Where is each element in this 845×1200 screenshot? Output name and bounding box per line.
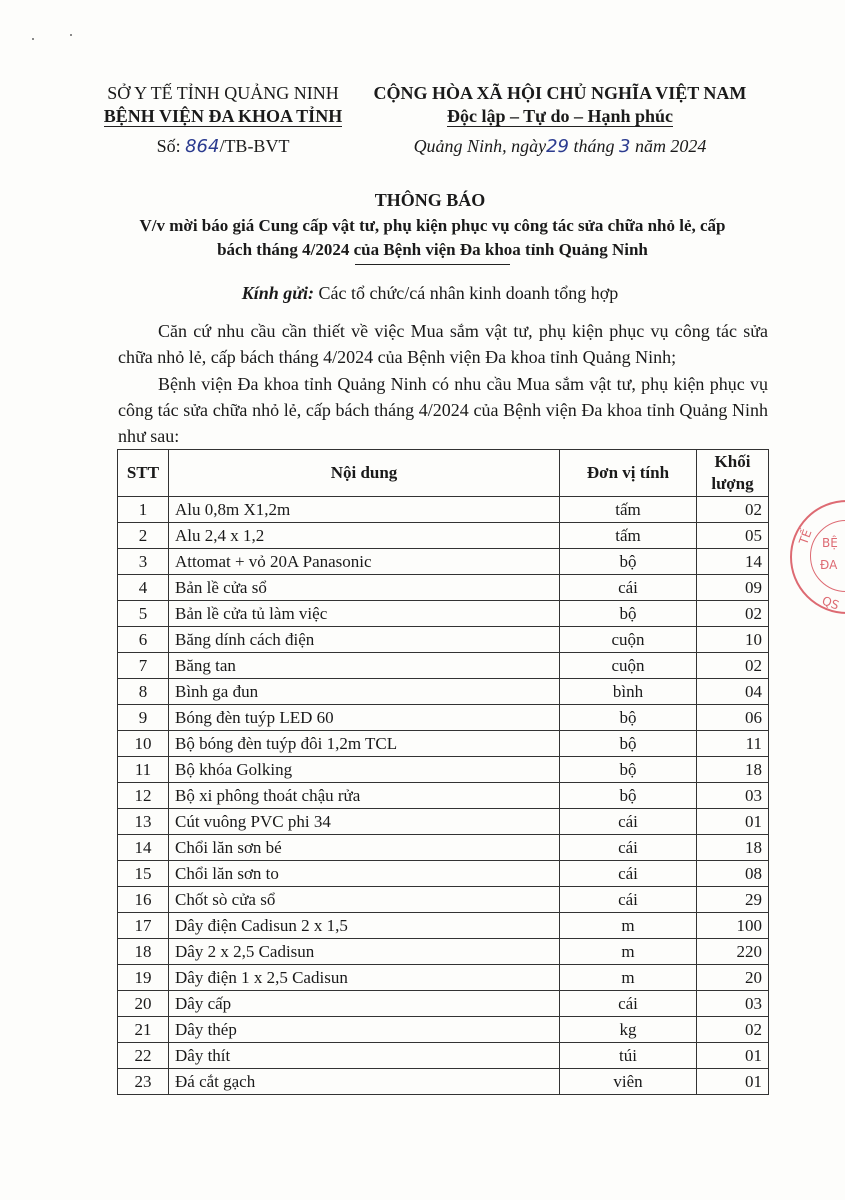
table-row bbox=[118, 601, 769, 627]
row-noi-dung: Bình ga đun bbox=[169, 679, 560, 705]
row-noi-dung: Băng dính cách điện bbox=[169, 627, 560, 653]
row-stt: 22 bbox=[118, 1043, 169, 1069]
row-khoi-luong: 03 bbox=[697, 991, 769, 1017]
row-khoi-luong: 100 bbox=[697, 913, 769, 939]
row-stt: 9 bbox=[118, 705, 169, 731]
row-stt: 7 bbox=[118, 653, 169, 679]
row-khoi-luong: 02 bbox=[697, 653, 769, 679]
row-stt: 14 bbox=[118, 835, 169, 861]
row-noi-dung: Attomat + vỏ 20A Panasonic bbox=[169, 549, 560, 575]
row-don-vi: m bbox=[560, 913, 697, 939]
row-noi-dung: Dây cấp bbox=[169, 991, 560, 1017]
row-noi-dung: Cút vuông PVC phi 34 bbox=[169, 809, 560, 835]
table-row bbox=[118, 1017, 769, 1043]
table-row bbox=[118, 523, 769, 549]
row-khoi-luong: 03 bbox=[697, 783, 769, 809]
col-don-vi: Đơn vị tính bbox=[560, 450, 697, 497]
national-header bbox=[360, 82, 760, 128]
row-noi-dung: Bóng đèn tuýp LED 60 bbox=[169, 705, 560, 731]
row-don-vi: bộ bbox=[560, 731, 697, 757]
table-row bbox=[118, 913, 769, 939]
materials-table bbox=[117, 449, 769, 1095]
row-don-vi: cái bbox=[560, 809, 697, 835]
recipient-text: Các tổ chức/cá nhân kinh doanh tổng hợp bbox=[314, 283, 619, 303]
table-row bbox=[118, 965, 769, 991]
row-khoi-luong: 02 bbox=[697, 497, 769, 523]
row-noi-dung: Dây 2 x 2,5 Cadisun bbox=[169, 939, 560, 965]
row-don-vi: cái bbox=[560, 861, 697, 887]
row-noi-dung: Bộ khóa Golking bbox=[169, 757, 560, 783]
table-row bbox=[118, 497, 769, 523]
row-khoi-luong: 06 bbox=[697, 705, 769, 731]
row-noi-dung: Chốt sò cửa sổ bbox=[169, 887, 560, 913]
row-don-vi: m bbox=[560, 965, 697, 991]
table-row bbox=[118, 809, 769, 835]
paragraph-request: Bệnh viện Đa khoa tỉnh Quảng Ninh có nhu cầu Mua sắm vật tư, phụ kiện phục vụ công tác sửa chữa nhỏ lẻ, cấp bách tháng 4/2024 của Bệnh viện Đa khoa tỉnh Quảng Ninh như sau: bbox=[118, 374, 768, 446]
table-row bbox=[118, 731, 769, 757]
row-noi-dung: Bộ xi phông thoát chậu rửa bbox=[169, 783, 560, 809]
row-don-vi: bộ bbox=[560, 783, 697, 809]
subject-underline bbox=[355, 264, 510, 265]
row-don-vi: bình bbox=[560, 679, 697, 705]
table-row bbox=[118, 1069, 769, 1095]
recipient-label: Kính gửi: bbox=[241, 283, 315, 303]
row-stt: 15 bbox=[118, 861, 169, 887]
row-stt: 5 bbox=[118, 601, 169, 627]
row-khoi-luong: 18 bbox=[697, 757, 769, 783]
row-noi-dung: Bản lề cửa sổ bbox=[169, 575, 560, 601]
table-header-row bbox=[118, 450, 769, 497]
table-row bbox=[118, 939, 769, 965]
row-noi-dung: Đá cắt gạch bbox=[169, 1069, 560, 1095]
agency-line-2: BỆNH VIỆN ĐA KHOA TỈNH bbox=[103, 106, 343, 126]
row-noi-dung: Dây thít bbox=[169, 1043, 560, 1069]
row-stt: 17 bbox=[118, 913, 169, 939]
row-stt: 19 bbox=[118, 965, 169, 991]
row-don-vi: m bbox=[560, 939, 697, 965]
row-don-vi: kg bbox=[560, 1017, 697, 1043]
row-stt: 12 bbox=[118, 783, 169, 809]
document-title: THÔNG BÁO bbox=[374, 190, 486, 210]
row-stt: 10 bbox=[118, 731, 169, 757]
row-don-vi: túi bbox=[560, 1043, 697, 1069]
table-row bbox=[118, 783, 769, 809]
row-stt: 1 bbox=[118, 497, 169, 523]
table-row bbox=[118, 887, 769, 913]
row-khoi-luong: 10 bbox=[697, 627, 769, 653]
row-don-vi: cái bbox=[560, 991, 697, 1017]
row-khoi-luong: 20 bbox=[697, 965, 769, 991]
row-don-vi: bộ bbox=[560, 705, 697, 731]
scan-speck bbox=[70, 34, 72, 36]
row-don-vi: cuộn bbox=[560, 627, 697, 653]
handwritten-day: 29 bbox=[546, 136, 569, 157]
agency-header bbox=[98, 82, 348, 128]
row-stt: 6 bbox=[118, 627, 169, 653]
row-khoi-luong: 09 bbox=[697, 575, 769, 601]
paragraph-basis: Căn cứ nhu cầu cần thiết về việc Mua sắm vật tư, phụ kiện phục vụ công tác sửa chữa nhỏ lẻ, cấp bách tháng 4/2024 của Bệnh viện Đa khoa tỉnh Quảng Ninh; bbox=[118, 321, 768, 367]
row-noi-dung: Băng tan bbox=[169, 653, 560, 679]
table-row bbox=[118, 679, 769, 705]
row-noi-dung: Dây điện 1 x 2,5 Cadisun bbox=[169, 965, 560, 991]
row-don-vi: cái bbox=[560, 575, 697, 601]
handwritten-month: 3 bbox=[618, 136, 631, 157]
col-noi-dung: Nội dung bbox=[169, 450, 560, 497]
row-don-vi: cái bbox=[560, 835, 697, 861]
row-noi-dung: Chổi lăn sơn to bbox=[169, 861, 560, 887]
table-row bbox=[118, 835, 769, 861]
row-noi-dung: Bộ bóng đèn tuýp đôi 1,2m TCL bbox=[169, 731, 560, 757]
row-noi-dung: Alu 2,4 x 1,2 bbox=[169, 523, 560, 549]
row-khoi-luong: 18 bbox=[697, 835, 769, 861]
row-khoi-luong: 14 bbox=[697, 549, 769, 575]
row-don-vi: tấm bbox=[560, 497, 697, 523]
row-stt: 23 bbox=[118, 1069, 169, 1095]
national-motto: Độc lập – Tự do – Hạnh phúc bbox=[446, 106, 674, 126]
table-row bbox=[118, 575, 769, 601]
row-khoi-luong: 01 bbox=[697, 1043, 769, 1069]
row-stt: 20 bbox=[118, 991, 169, 1017]
row-noi-dung: Alu 0,8m X1,2m bbox=[169, 497, 560, 523]
row-stt: 11 bbox=[118, 757, 169, 783]
row-khoi-luong: 11 bbox=[697, 731, 769, 757]
document-subject: V/v mời báo giá Cung cấp vật tư, phụ kiện phục vụ công tác sửa chữa nhỏ lẻ, cấp bách tháng 4/2024 của Bệnh viện Đa khoa tỉnh Quảng Ninh bbox=[110, 214, 755, 265]
table-row bbox=[118, 861, 769, 887]
table-row bbox=[118, 1043, 769, 1069]
row-stt: 8 bbox=[118, 679, 169, 705]
row-don-vi: cái bbox=[560, 887, 697, 913]
row-stt: 16 bbox=[118, 887, 169, 913]
country-name: CỘNG HÒA XÃ HỘI CHỦ NGHĨA VIỆT NAM bbox=[373, 83, 747, 103]
row-khoi-luong: 29 bbox=[697, 887, 769, 913]
table-row bbox=[118, 627, 769, 653]
row-don-vi: viên bbox=[560, 1069, 697, 1095]
issue-date: Quảng Ninh, ngày29 tháng 3 năm 2024 bbox=[413, 136, 707, 157]
row-stt: 18 bbox=[118, 939, 169, 965]
table-row bbox=[118, 705, 769, 731]
row-noi-dung: Dây điện Cadisun 2 x 1,5 bbox=[169, 913, 560, 939]
row-noi-dung: Bản lề cửa tủ làm việc bbox=[169, 601, 560, 627]
row-don-vi: bộ bbox=[560, 601, 697, 627]
row-khoi-luong: 08 bbox=[697, 861, 769, 887]
row-don-vi: cuộn bbox=[560, 653, 697, 679]
table-row bbox=[118, 549, 769, 575]
row-khoi-luong: 01 bbox=[697, 809, 769, 835]
row-stt: 2 bbox=[118, 523, 169, 549]
col-khoi-luong: Khối lượng bbox=[697, 450, 769, 497]
row-don-vi: tấm bbox=[560, 523, 697, 549]
row-don-vi: bộ bbox=[560, 549, 697, 575]
scan-speck bbox=[32, 38, 34, 40]
row-stt: 3 bbox=[118, 549, 169, 575]
table-row bbox=[118, 757, 769, 783]
row-stt: 13 bbox=[118, 809, 169, 835]
table-row bbox=[118, 991, 769, 1017]
red-seal-stamp: BỆ ĐA TẾ QS bbox=[790, 500, 845, 614]
recipient-line bbox=[100, 283, 760, 304]
row-noi-dung: Dây thép bbox=[169, 1017, 560, 1043]
row-stt: 21 bbox=[118, 1017, 169, 1043]
agency-line-1: SỞ Y TẾ TỈNH QUẢNG NINH bbox=[107, 83, 339, 103]
row-khoi-luong: 220 bbox=[697, 939, 769, 965]
row-khoi-luong: 04 bbox=[697, 679, 769, 705]
row-noi-dung: Chổi lăn sơn bé bbox=[169, 835, 560, 861]
table-row bbox=[118, 653, 769, 679]
handwritten-number: 864 bbox=[185, 136, 220, 157]
col-stt: STT bbox=[118, 450, 169, 497]
document-number: Số: 864/TB-BVT bbox=[156, 136, 290, 157]
row-khoi-luong: 02 bbox=[697, 601, 769, 627]
row-khoi-luong: 05 bbox=[697, 523, 769, 549]
row-stt: 4 bbox=[118, 575, 169, 601]
row-khoi-luong: 01 bbox=[697, 1069, 769, 1095]
row-don-vi: bộ bbox=[560, 757, 697, 783]
row-khoi-luong: 02 bbox=[697, 1017, 769, 1043]
